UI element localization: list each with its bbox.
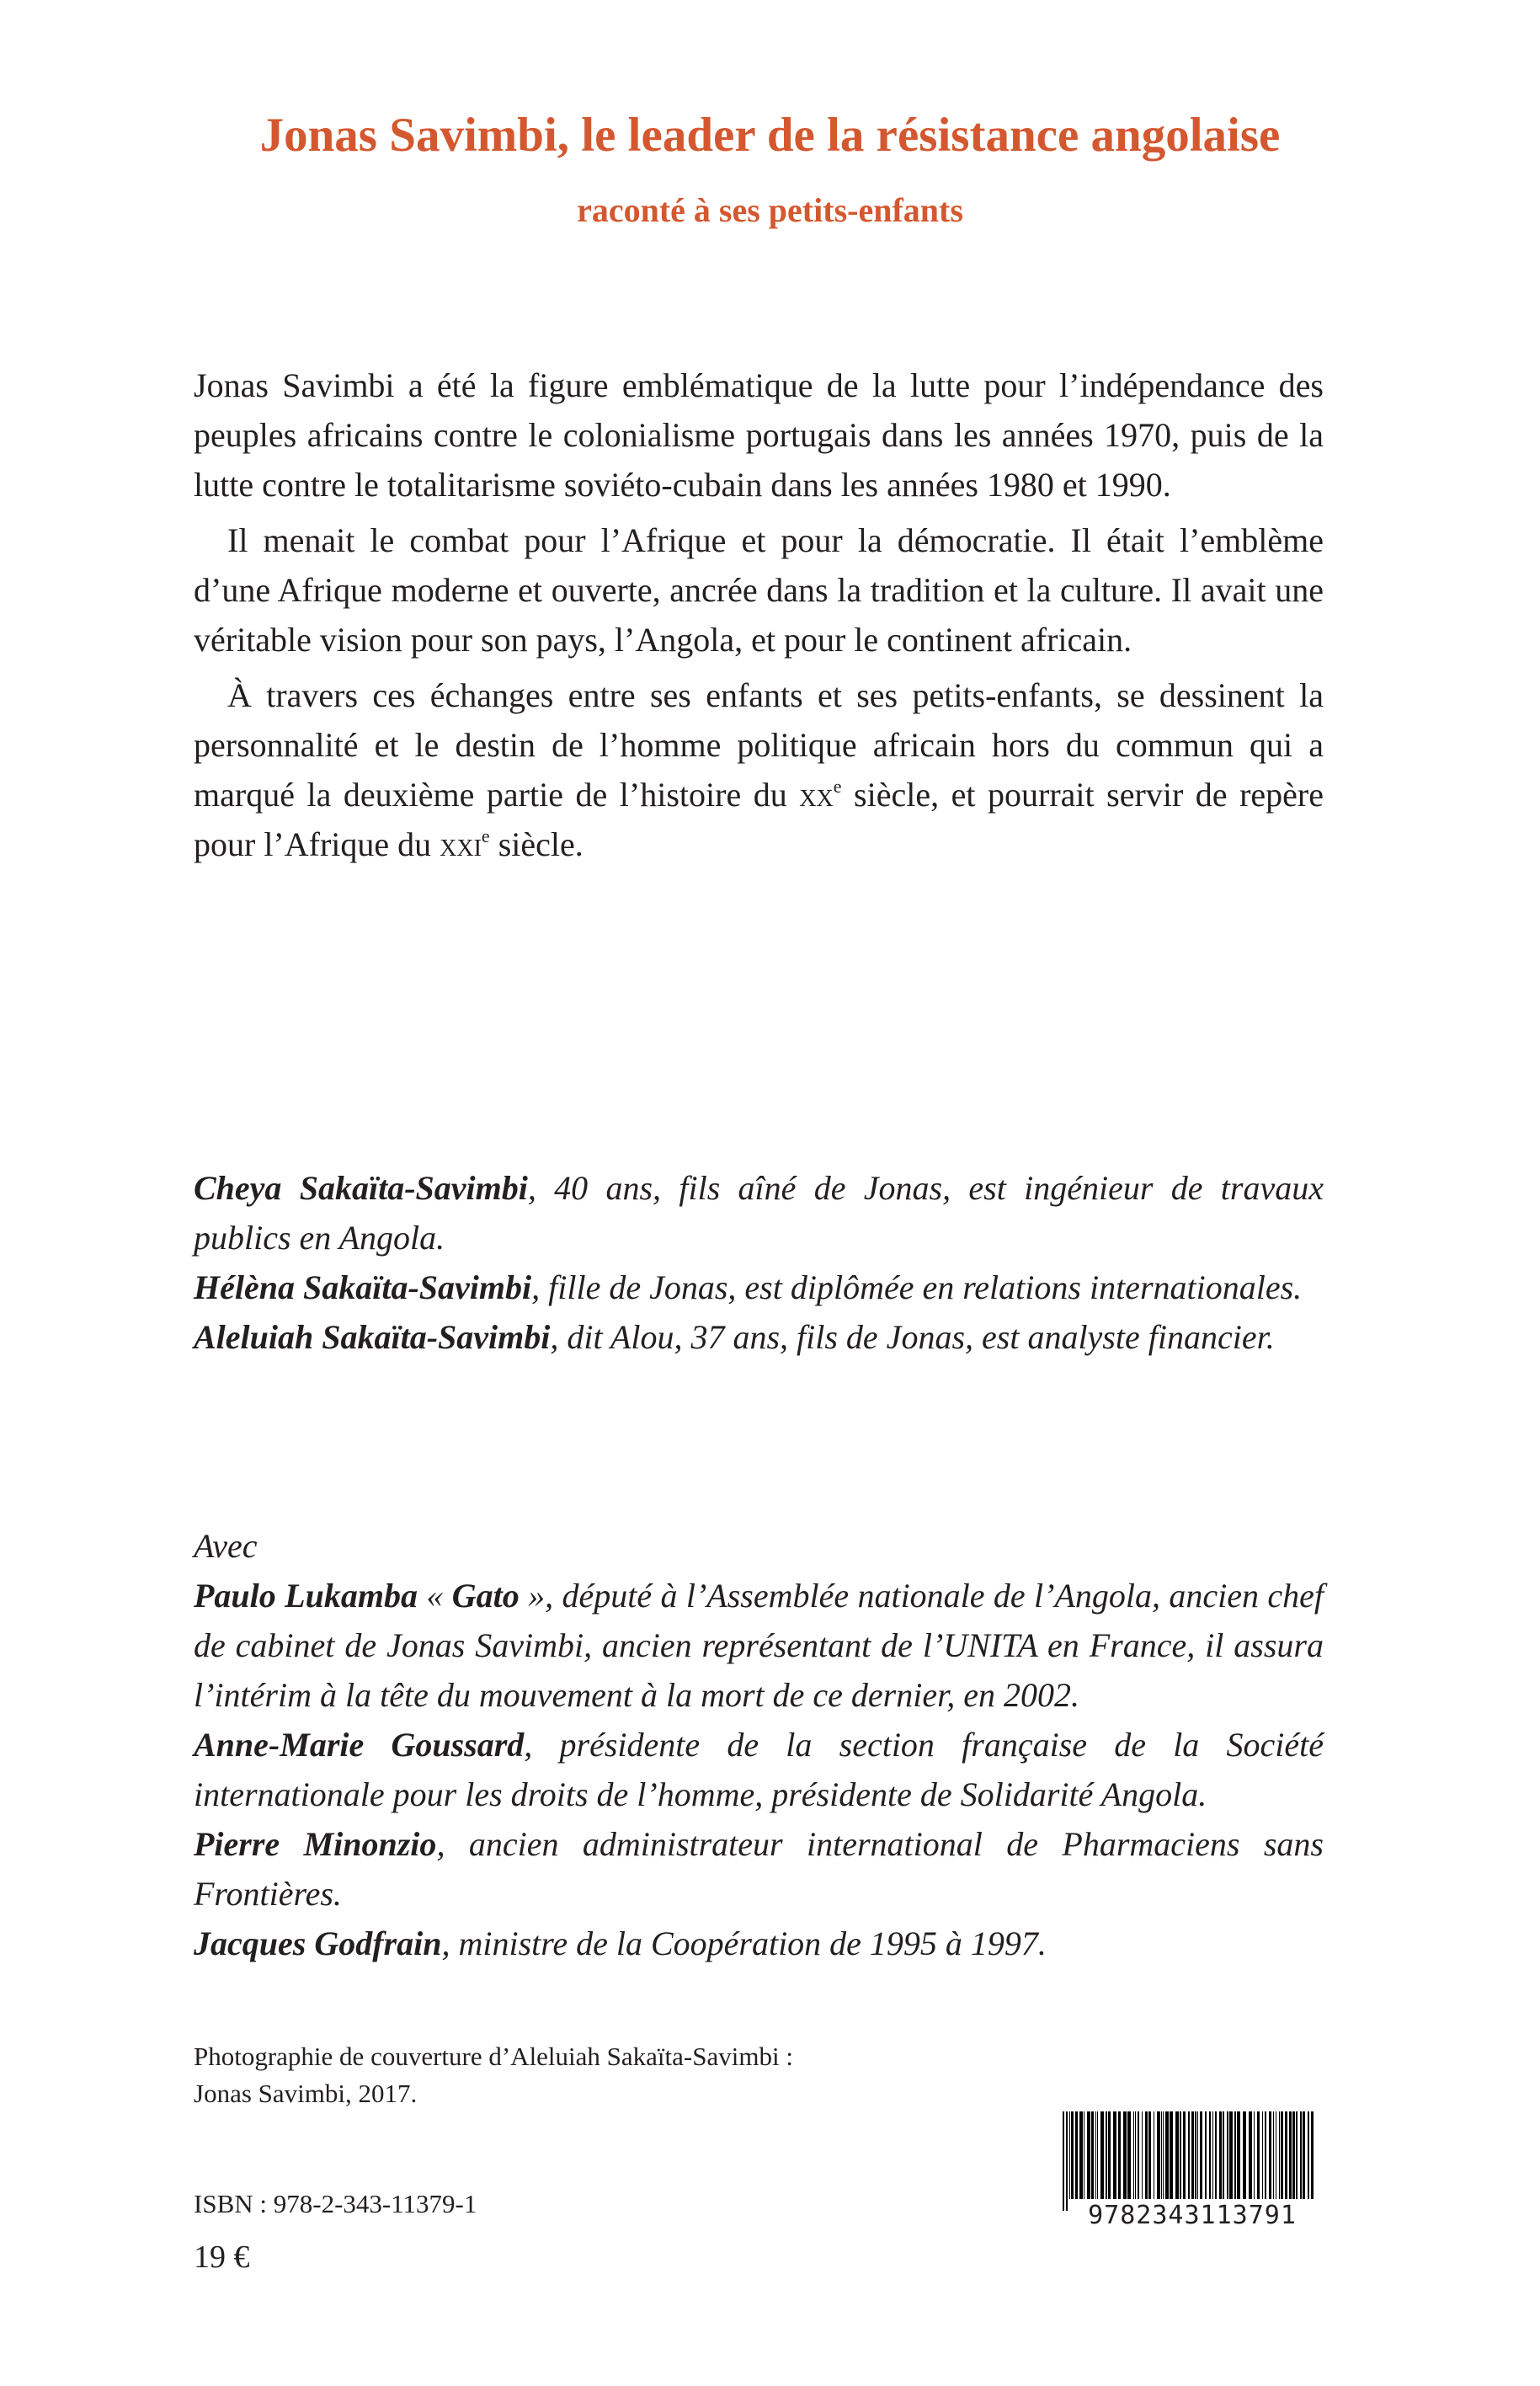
photo-credit-line-2: Jonas Savimbi, 2017. — [194, 2079, 418, 2108]
contributor-description: , présidente de la section française de la Société internationale pour les droits de l’homme, présidente de Solidarité Angola. — [194, 1726, 1324, 1813]
barcode-bar — [1212, 2111, 1213, 2199]
author-name: Aleluiah Sakaïta-Savimbi — [194, 1318, 551, 1356]
contributor-description: , ancien administrateur international de Pharmaciens sans Frontières. — [194, 1825, 1324, 1913]
barcode-bar — [1195, 2111, 1196, 2199]
barcode-bar — [1175, 2111, 1179, 2199]
isbn-text: ISBN : 978-2-343-11379-1 — [194, 2189, 477, 2218]
barcode-bar — [1157, 2111, 1160, 2199]
barcode-bar — [1292, 2111, 1295, 2199]
summary-paragraph-2: Il menait le combat pour l’Afrique et pour la démocratie. Il était l’emblème d’une Afrique moderne et ouverte, ancrée dans la tradition et la culture. Il avait une véritable vision pour son pays, l’Angola, et pour le continent africain. — [194, 521, 1324, 659]
barcode-bar — [1273, 2111, 1274, 2199]
barcode-bar — [1303, 2111, 1305, 2199]
barcode-bar — [1191, 2111, 1194, 2199]
barcode-graphic — [1059, 2111, 1325, 2280]
author-entry — [194, 1312, 1324, 1362]
century-21-suffix: e — [481, 825, 490, 846]
price-text: 19 € — [194, 2239, 250, 2275]
barcode-bar — [1249, 2111, 1252, 2199]
barcode-bar — [1285, 2111, 1287, 2199]
photo-credit-line-1: Photographie de couverture d’Aleluiah Sakaïta-Savimbi : — [194, 2042, 793, 2071]
book-subtitle: raconté à ses petits-enfants — [577, 191, 963, 229]
contributor-description: , ministre de la Coopération de 1995 à 1997. — [441, 1924, 1047, 1962]
authors-block — [194, 1163, 1324, 1362]
summary-paragraph-1: Jonas Savimbi a été la figure emblématique de la lutte pour l’indépendance des peuples africains contre le colonialisme portugais dans les années 1970, puis de la lutte contre le totalitarisme soviéto-cubain dans les années 1980 et 1990. — [194, 366, 1324, 504]
barcode-bar — [1254, 2111, 1255, 2199]
barcode-bar — [1223, 2111, 1224, 2199]
barcode-bar — [1118, 2111, 1121, 2199]
author-description: , fille de Jonas, est diplômée en relations internationales. — [531, 1268, 1303, 1306]
barcode-bar — [1180, 2111, 1181, 2199]
barcode-guard-bar — [1066, 2111, 1068, 2211]
summary-paragraph-3 — [194, 670, 1324, 869]
contributor-entry — [194, 1819, 1324, 1919]
contributor-entry — [194, 1919, 1324, 1968]
photo-credit — [194, 2038, 951, 2112]
barcode-bar — [1296, 2111, 1298, 2199]
author-entry — [194, 1262, 1324, 1312]
barcode-bar — [1229, 2111, 1233, 2199]
century-20: xx — [799, 776, 834, 814]
barcode-bar — [1311, 2111, 1314, 2199]
author-description: , dit Alou, 37 ans, fils de Jonas, est analyste financier. — [550, 1318, 1275, 1356]
barcode-bar — [1161, 2111, 1162, 2199]
barcode-bar — [1265, 2111, 1266, 2199]
barcode-bar — [1269, 2111, 1271, 2199]
barcode-bar — [1200, 2111, 1202, 2199]
summary-p3-middle: siècle, et pourrait servir de repère pour l’Afrique du — [194, 776, 1324, 863]
barcode-bar — [1209, 2111, 1211, 2199]
barcode-bar — [1091, 2111, 1094, 2199]
author-name: Hélèna Sakaïta-Savimbi — [194, 1268, 532, 1306]
summary-p3-end: siècle. — [489, 825, 583, 863]
barcode-bar — [1289, 2111, 1292, 2199]
contributor-entry — [194, 1720, 1324, 1819]
contributor-quote-open: « — [417, 1577, 452, 1615]
barcode-bar — [1215, 2111, 1217, 2199]
barcode-bar — [1138, 2111, 1139, 2199]
barcode-bar — [1183, 2111, 1186, 2199]
barcode-bar — [1135, 2111, 1136, 2199]
barcode-bar — [1069, 2111, 1070, 2199]
summary-text — [194, 360, 1324, 875]
contributor-nickname: Gato — [451, 1577, 520, 1615]
barcode-bar — [1106, 2111, 1107, 2199]
barcode-bar — [1148, 2111, 1151, 2199]
contributor-name: Anne-Marie Goussard — [194, 1726, 525, 1764]
barcode-bar — [1205, 2111, 1207, 2199]
barcode-bar — [1262, 2111, 1263, 2199]
contributors-block — [194, 1521, 1324, 1968]
summary-p3-start: À travers ces échanges entre ses enfants et ses petits-enfants, se dessinent la personnalité et le destin de l’homme politique africain hors du commun qui a marqué la deuxième partie de l’histoire du — [194, 676, 1324, 814]
barcode-bar — [1279, 2111, 1280, 2199]
barcode-bar — [1163, 2111, 1164, 2199]
barcode-digits: 9782343113791 — [1088, 2201, 1297, 2230]
contributors-intro: Avec — [194, 1527, 258, 1565]
barcode-bar — [1127, 2111, 1131, 2199]
contributor-name: Paulo Lukamba — [194, 1577, 418, 1615]
barcode-bar — [1234, 2111, 1236, 2199]
barcode-guard-bar — [1063, 2111, 1064, 2211]
barcode-bar — [1227, 2111, 1228, 2199]
barcode-bar — [1079, 2111, 1083, 2199]
barcode-bar — [1108, 2111, 1111, 2199]
barcode-bar — [1133, 2111, 1134, 2199]
barcode-bar — [1075, 2111, 1078, 2199]
barcode-bar — [1243, 2111, 1246, 2199]
barcode-bar — [1165, 2111, 1169, 2199]
contributor-description: », député à l’Assemblée nationale de l’Angola, ancien chef de cabinet de Jonas Savimbi, ancien représentant de l’UNITA en France, il assura l’intérim à la tête du mouvement à la mort de ce dernier, en 2002. — [194, 1577, 1324, 1714]
contributor-name: Pierre Minonzio — [194, 1825, 437, 1863]
century-21: xxi — [440, 825, 482, 863]
author-entry — [194, 1163, 1324, 1262]
contributor-name: Jacques Godfrain — [194, 1924, 442, 1962]
barcode-bar — [1123, 2111, 1127, 2199]
barcode-bar — [1100, 2111, 1104, 2199]
barcode-bar — [1145, 2111, 1148, 2199]
barcode-bar — [1308, 2111, 1309, 2199]
book-title: Jonas Savimbi, le leader de la résistance angolaise — [259, 109, 1281, 162]
barcode-bar — [1219, 2111, 1222, 2199]
barcode-bar — [1095, 2111, 1096, 2199]
barcode-bar — [1300, 2111, 1302, 2199]
barcode-bar — [1170, 2111, 1173, 2199]
barcode-bar — [1257, 2111, 1260, 2199]
century-20-suffix: e — [833, 776, 842, 797]
barcode-bar — [1237, 2111, 1240, 2199]
barcode-bar — [1188, 2111, 1190, 2199]
barcode-bar — [1097, 2111, 1098, 2199]
contributor-entry — [194, 1571, 1324, 1720]
author-name: Cheya Sakaïta-Savimbi — [194, 1169, 528, 1207]
author-description: , 40 ans, fils aîné de Jonas, est ingénieur de travaux publics en Angola. — [194, 1169, 1324, 1257]
barcode-bar — [1281, 2111, 1283, 2199]
barcode-bar — [1197, 2111, 1198, 2199]
barcode-bar — [1142, 2111, 1143, 2199]
barcode-bar — [1071, 2111, 1074, 2199]
barcode-bar — [1087, 2111, 1090, 2199]
barcode-bar — [1113, 2111, 1116, 2199]
